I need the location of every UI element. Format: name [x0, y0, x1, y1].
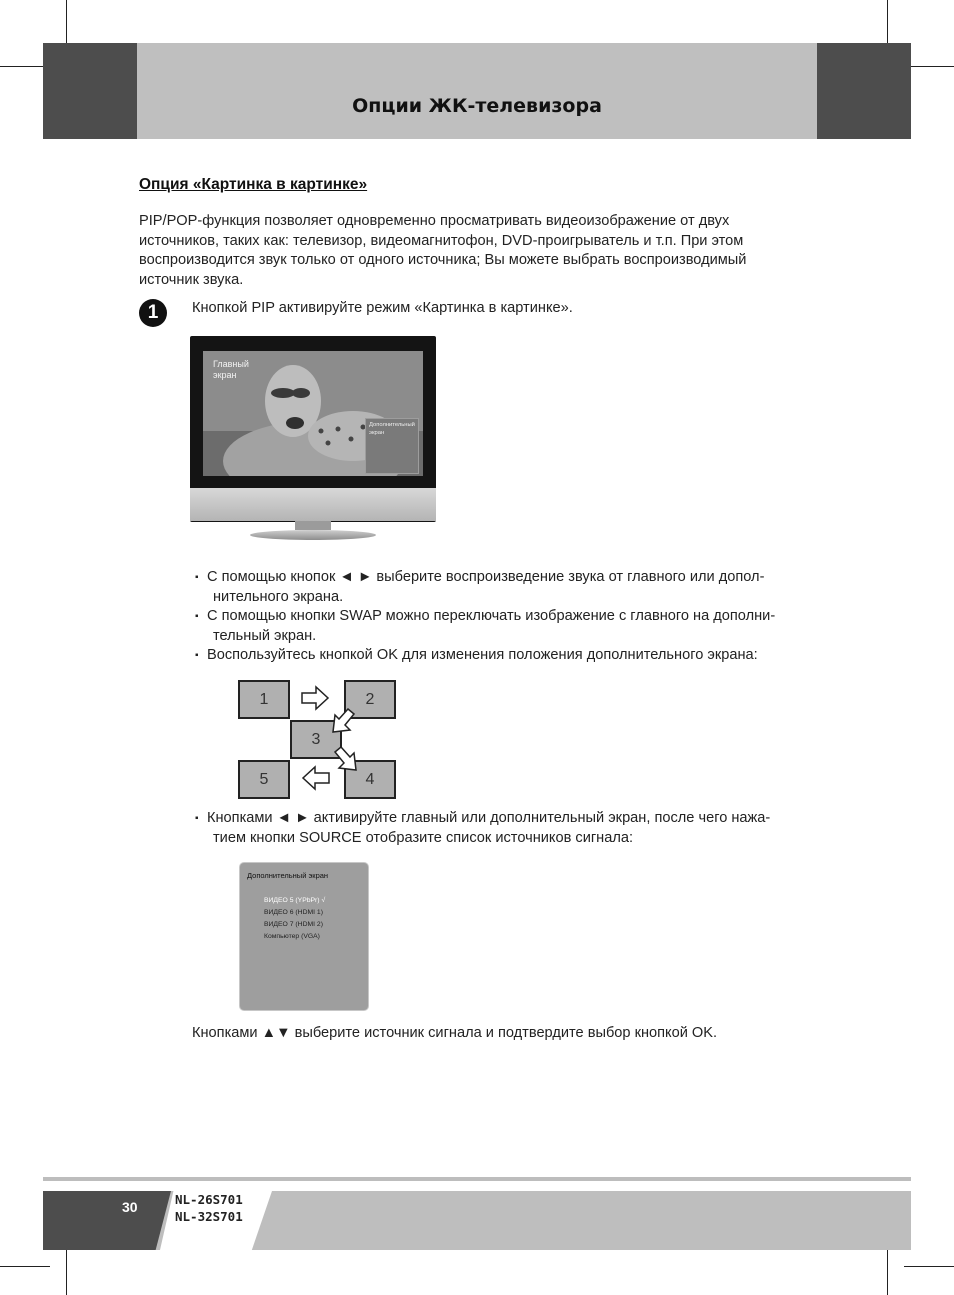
position-box-5: 5 — [238, 760, 290, 799]
tv-stand-base — [250, 530, 376, 540]
source-menu-item: Компьютер (VGA) — [264, 933, 320, 940]
header-left-block — [43, 43, 137, 139]
tv-bezel — [190, 488, 436, 521]
bullet-list-2 — [195, 809, 835, 848]
arrow-left-icon — [301, 765, 331, 791]
intro-line: PIP/POP-функция позволяет одновременно просматривать видеоизображение от двух — [139, 213, 730, 229]
step-text: Кнопкой PIP активируйте режим «Картинка в картинке». — [192, 300, 573, 316]
arrow-down-left-icon — [330, 708, 356, 734]
page-number: 30 — [122, 1199, 138, 1215]
footer-rule — [43, 1177, 911, 1181]
position-box-1: 1 — [238, 680, 290, 719]
arrow-down-right-icon — [333, 746, 359, 772]
tv-stand-neck — [295, 521, 331, 530]
intro-paragraph — [139, 212, 819, 290]
bottom-instruction: Кнопками ▲▼ выберите источник сигнала и подтвердите выбор кнопкой OK. — [192, 1025, 718, 1041]
footer-page-block — [43, 1191, 171, 1250]
page-title: Опции ЖК-телевизора — [352, 95, 602, 117]
intro-line: источников, таких как: телевизор, видеомагнитофон, DVD-проигрыватель и т.п. При этом — [139, 232, 744, 249]
section-title: Опция «Картинка в картинке» — [139, 176, 368, 193]
crop-mark — [904, 1266, 954, 1267]
header-bar — [137, 43, 817, 139]
position-box-3: 3 — [290, 720, 342, 759]
list-item: ▪ Кнопками ◄ ► активируйте главный или дополнительный экран, после чего нажа- тием кнопки SOURCE отобразите список источников сигнала: — [195, 809, 835, 848]
source-menu-item: ВИДЕО 6 (HDMI 1) — [264, 909, 323, 916]
list-item: ▪ С помощью кнопок ◄ ► выберите воспроизведение звука от главного или допол- нительного экрана. — [195, 568, 835, 607]
source-menu-title: Дополнительный экран — [247, 871, 329, 880]
arrow-right-icon — [300, 685, 330, 711]
intro-line: воспроизводится звук только от одного источника; Вы можете выбрать воспроизводимый — [139, 252, 747, 268]
intro-line: источник звука. — [139, 271, 244, 288]
bullet-list — [195, 568, 835, 666]
sub-screen-label: Дополнительный экран — [369, 422, 415, 436]
header-right-block — [817, 43, 911, 139]
main-screen-label: Главный экран — [213, 359, 249, 380]
position-box-4: 4 — [344, 760, 396, 799]
list-item: ▪ С помощью кнопки SWAP можно переключать изображение с главного на дополни- тельный экран. — [195, 607, 835, 646]
crop-mark — [904, 66, 954, 67]
model-name: NL-26S701 — [175, 1192, 243, 1207]
step-number-badge: 1 — [139, 299, 167, 327]
list-item: ▪ Воспользуйтесь кнопкой OK для изменения положения дополнительного экрана: — [195, 646, 835, 666]
position-box-2: 2 — [344, 680, 396, 719]
source-menu-item: ВИДЕО 5 (YPbPr) √ — [264, 897, 326, 904]
crop-mark — [0, 1266, 50, 1267]
source-menu-item: ВИДЕО 7 (HDMI 2) — [264, 921, 323, 928]
model-name: NL-32S701 — [175, 1209, 243, 1224]
